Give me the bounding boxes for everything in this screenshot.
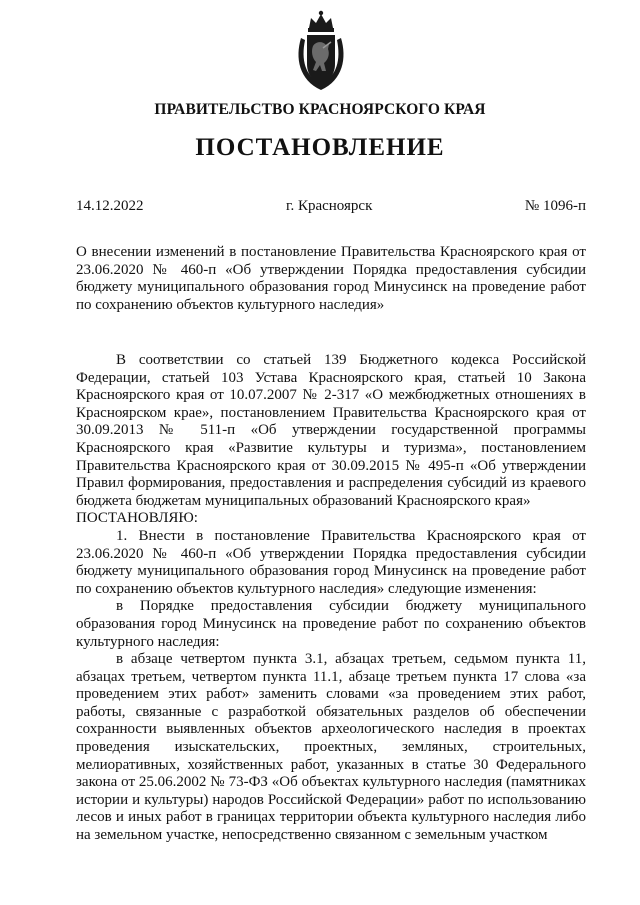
- document-subject: О внесении изменений в постановление Правительства Красноярского края от 23.06.2020 № 460-п «Об утверждении Порядка предоставления субсидии бюджету муниципального образования город Минусинск на проведение работ по сохранению объектов культурного наследия»: [76, 244, 586, 313]
- krasnoyarsk-coat-of-arms-icon: [293, 8, 349, 92]
- document-meta-row: [76, 198, 586, 218]
- document-type-title: ПОСТАНОВЛЕНИЕ: [195, 134, 445, 161]
- document-number: № 1096-п: [524, 198, 586, 214]
- document-body: [76, 352, 586, 845]
- resolve-heading: ПОСТАНОВЛЯЮ:: [76, 510, 198, 527]
- document-date: 14.12.2022: [76, 198, 144, 214]
- preamble-paragraph: В соответствии со статьей 139 Бюджетного кодекса Российской Федерации, статьей 103 Устава Красноярского края, статьей 10 Закона Красноярского края от 10.07.2007 № 2-317 «О межбюджетных отношениях в Красноярском крае», постановлением Правительства Красноярского края от 30.09.2013 № 511-п «Об утверждении государственной программы Красноярского края «Развитие культуры и туризма», постановлением Правительства Красноярского края от 30.09.2015 № 495-п «Об утверждении Правил формирования, предоставления и распределения субсидий из краевого бюджета бюджетам муниципальных образований Красноярского края»: [76, 352, 586, 509]
- government-title: ПРАВИТЕЛЬСТВО КРАСНОЯРСКОГО КРАЯ: [154, 101, 486, 118]
- item-1-text-paragraph: в абзаце четвертом пункта 3.1, абзацах третьем, седьмом пункта 11, абзацах третьем, четвертом пункта 11.1, абзаце третьем пункта 17 слова «за проведением этих работ» заменить словами «за проведением этих работ, работы, связанные с разработкой обязательных разделов об обеспечении сохранности выявленных объектов археологического наследия в проектах проведения изыскательских, проектных, земляных, строительных, мелиоративных, хозяйственных работ, указанных в статье 30 Федерального закона от 25.06.2002 № 73-ФЗ «Об объектах культурного наследия (памятниках истории и культуры) народов Российской Федерации» работ по использованию лесов и иных работ в границах территории объекта культурного наследия либо на земельном участке, непосредственно связанном с земельным участком: [76, 651, 586, 844]
- item-1-paragraph: 1. Внести в постановление Правительства Красноярского края от 23.06.2020 № 460-п «Об утверждении Порядка предоставления субсидии бюджету муниципального образования город Минусинск на проведение работ по сохранению объектов культурного наследия» следующие изменения:: [76, 527, 586, 597]
- document-city: г. Красноярск: [286, 198, 373, 214]
- item-1-sub-paragraph: в Порядке предоставления субсидии бюджету муниципального образования город Минусинск на проведение работ по сохранению объектов культурного наследия:: [76, 598, 586, 650]
